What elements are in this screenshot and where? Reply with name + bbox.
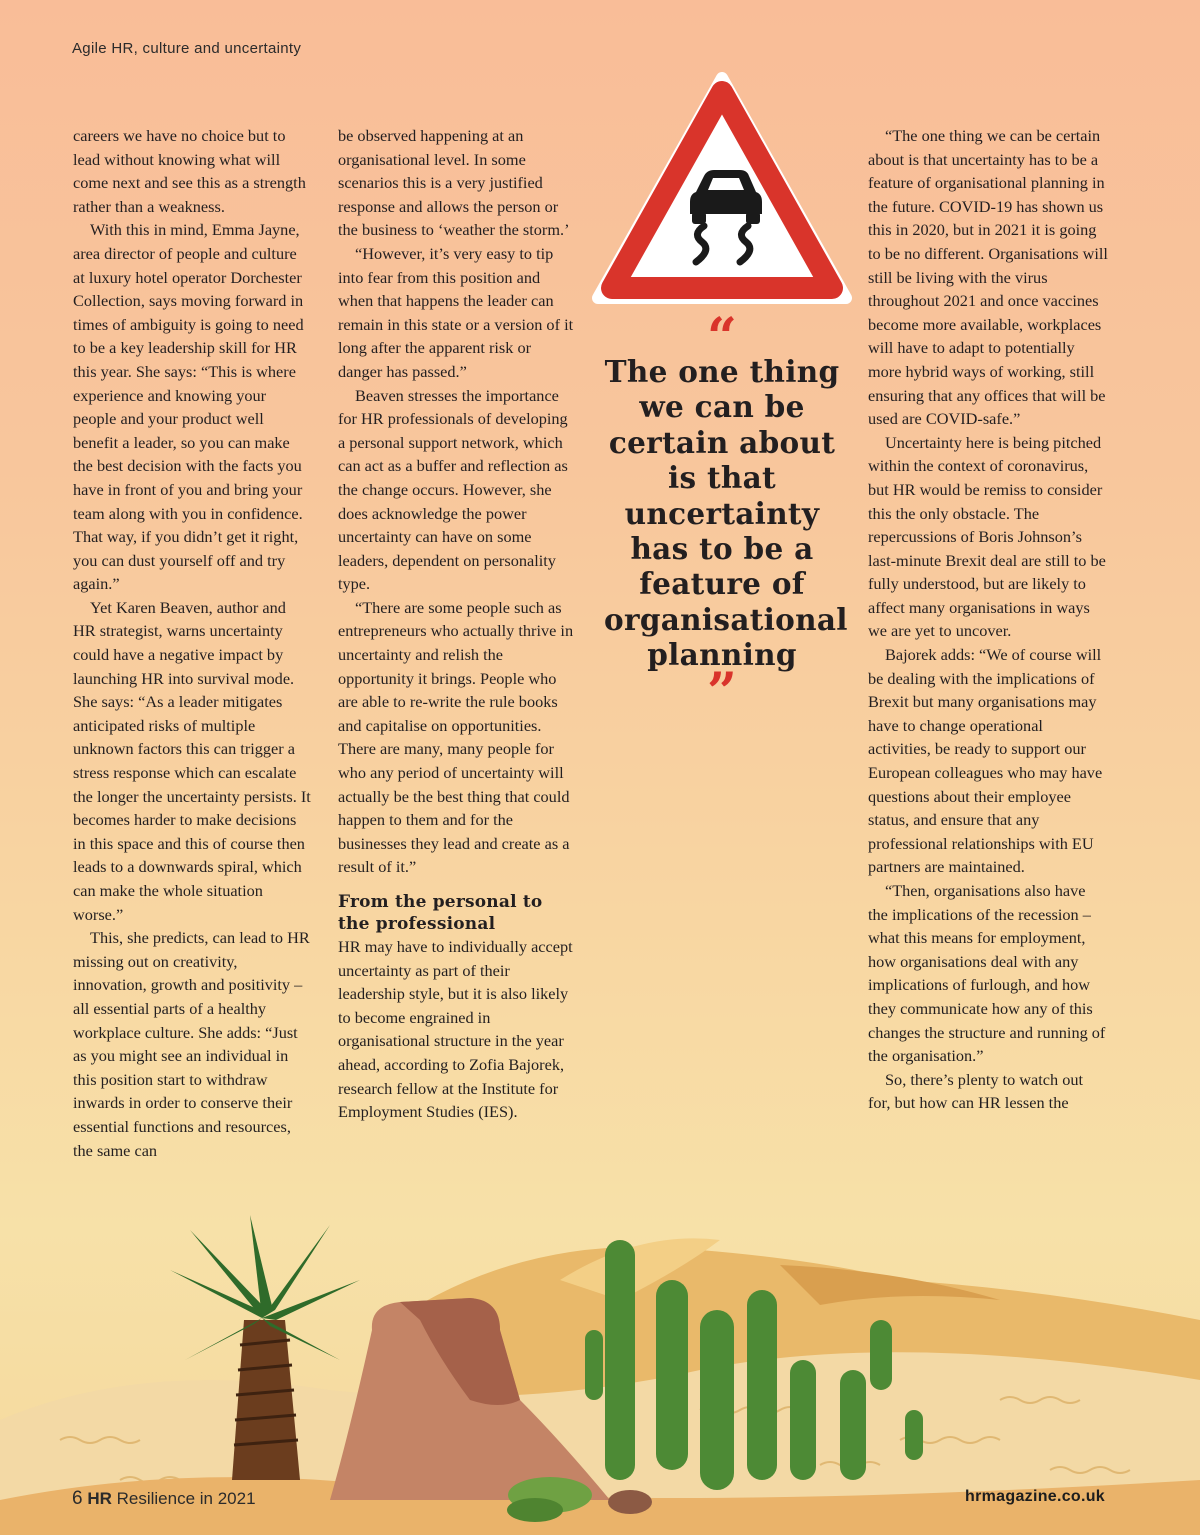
publication-title: Resilience in 2021 <box>116 1489 256 1508</box>
paragraph: careers we have no choice but to lead without knowing what will come next and see this as a strength rather than a weakness. <box>73 126 306 216</box>
paragraph: Beaven stresses the importance for HR professionals of developing a personal support network, which can act as a buffer and reflection as the change occurs. However, she does acknowledge the power uncertainty can have on some leaders, dependent on personality type. <box>338 385 568 594</box>
running-head: Agile HR, culture and uncertainty <box>72 40 302 57</box>
footer-folio <box>72 1488 256 1510</box>
open-quote-mark: “ <box>707 307 737 368</box>
slippery-road-sign-icon <box>592 72 852 307</box>
paragraph: HR may have to individually accept uncertainty as part of their leadership style, but it is also likely to become engrained in organisational structure in the year ahead, according to Zofia Bajorek, research fellow at the Institute for Employment Studies (IES). <box>338 937 573 1122</box>
paragraph: Uncertainty here is being pitched within the context of coronavirus, but HR would be remiss to consider this the only obstacle. The repercussions of Boris Johnson’s last-minute Brexit deal are still to be fully understood, but are likely to affect many organisations in ways we are yet to uncover. <box>868 432 1106 641</box>
pull-quote <box>604 307 848 723</box>
section-subheading: From the personal to the professional <box>338 892 543 934</box>
paragraph: “There are some people such as entrepreneurs who actually thrive in uncertainty and relish the opportunity it brings. People who are able to re-write the rule books and capitalise on opportunities. There are many, many people for who any period of uncertainty will actually be the best thing that could happen to them and for the businesses they lead and create as a result of it.” <box>338 597 574 877</box>
brand-mark: HR <box>87 1489 112 1508</box>
desert-illustration <box>0 1210 1200 1535</box>
article-column-2 <box>338 124 578 1124</box>
page-number: 6 <box>72 1488 83 1509</box>
paragraph: “Then, organisations also have the implications of the recession – what this means for employment, how organisations deal with any implications of furlough, and how they communicate how any of this changes the structure and running of the organisation.” <box>868 881 1106 1066</box>
article-column-1 <box>73 124 311 1162</box>
paragraph: So, there’s plenty to watch out for, but how can HR lessen the <box>868 1069 1084 1113</box>
website-url[interactable]: hrmagazine.co.uk <box>965 1488 1105 1505</box>
article-column-4 <box>868 124 1108 1115</box>
paragraph: This, she predicts, can lead to HR missing out on creativity, innovation, growth and positivity – all essential parts of a healthy workplace culture. She adds: “Just as you might see an individual in this position start to withdraw inwards in order to conserve their essential functions and resources, the same can <box>73 928 310 1160</box>
paragraph: With this in mind, Emma Jayne, area director of people and culture at luxury hotel operator Dorchester Collection, says moving forward in times of ambiguity is going to need to be a key leadership skill for HR this year. She says: “This is where experience and knowing your people and your product well benefit a leader, so you can make the best decision with the facts you have in front of you and bring your team along with you in confidence. That way, if you didn’t get it right, you can dust yourself off and try again.” <box>73 220 304 594</box>
paragraph: Bajorek adds: “We of course will be dealing with the implications of Brexit but many organisations may have to change operational activities, be ready to support our European colleagues who may have questions about their employee status, and ensure that any professional relationships with EU partners are maintained. <box>868 645 1103 877</box>
paragraph: be observed happening at an organisational level. In some scenarios this is a very justified response and allows the person or the business to ‘weather the storm.’ <box>338 126 570 240</box>
paragraph: “The one thing we can be certain about is that uncertainty has to be a feature of organisational planning in the future. COVID-19 has shown us this in 2020, but in 2021 it is going to be no different. Organisations will still be living with the virus throughout 2021 and once vaccines become more available, workplaces will have to adapt to potentially more hybrid ways of working, still ensuring that any offices that will be used are COVID-safe.” <box>868 126 1108 429</box>
paragraph: Yet Karen Beaven, author and HR strategist, warns uncertainty could have a negative impact by launching HR into survival mode. She says: “As a leader mitigates anticipated risks of multiple unknown factors this can trigger a stress response which can escalate the longer the uncertainty persists. It becomes harder to make decisions in this space and this of course then leads to a downwards spiral, which can make the whole situation worse.” <box>73 597 311 924</box>
paragraph: “However, it’s very easy to tip into fear from this position and when that happens the leader can remain in this state or a version of it long after the apparent risk or danger has passed.” <box>338 243 574 381</box>
pull-quote-text: The one thing we can be certain about is that uncertainty has to be a feature of organisational planning <box>604 354 848 673</box>
close-quote-mark: ” <box>707 661 737 723</box>
